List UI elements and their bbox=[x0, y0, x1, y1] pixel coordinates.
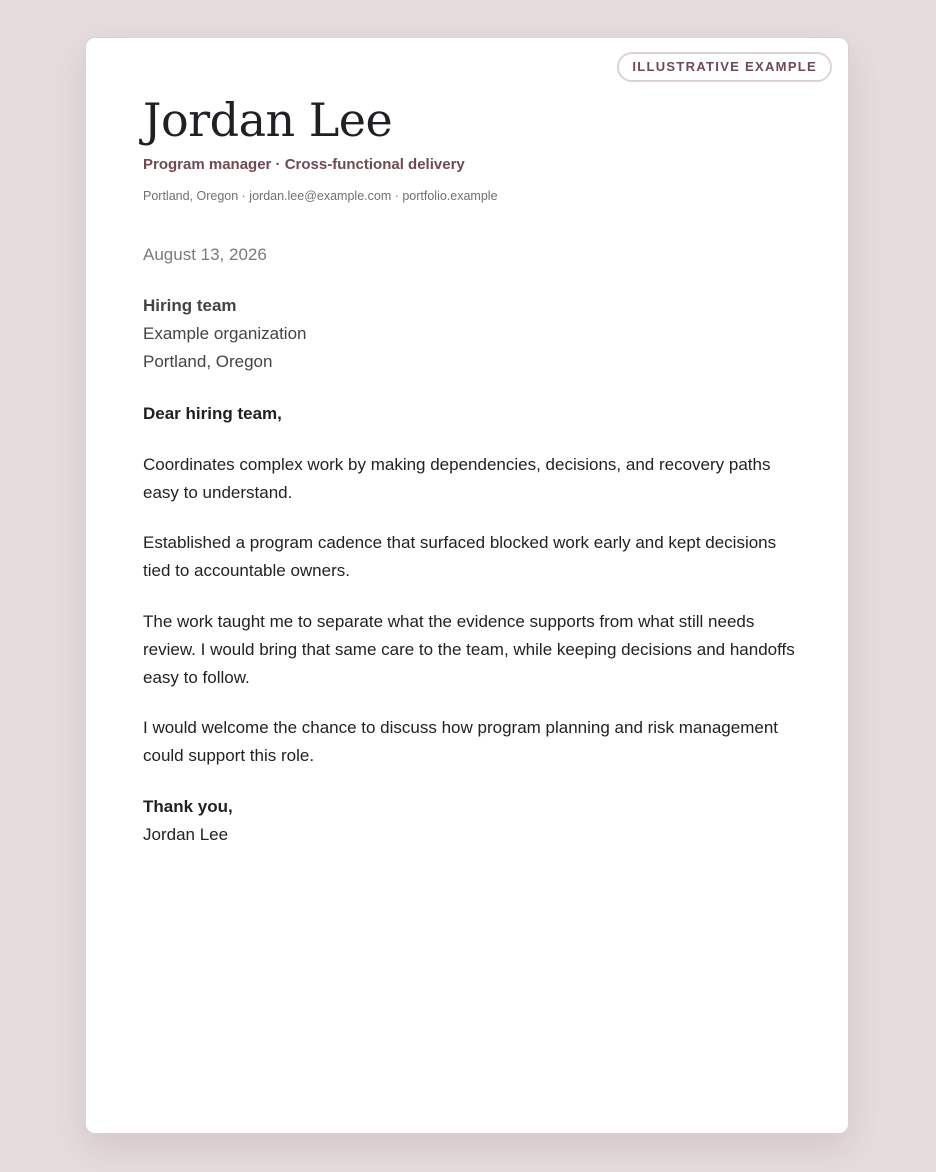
recipient-location: Portland, Oregon bbox=[143, 352, 273, 371]
sender-contact: Portland, Oregon · jordan.lee@example.com · portfolio.example bbox=[143, 189, 498, 203]
recipient-organization: Example organization bbox=[143, 324, 307, 343]
body-paragraph-3: The work taught me to separate what the evidence supports from what still needs review. I would bring that same care to the team, while keeping decisions and handoffs easy to follow. bbox=[143, 612, 795, 687]
recipient-name: Hiring team bbox=[143, 296, 237, 315]
body-paragraph-1: Coordinates complex work by making dependencies, decisions, and recovery paths easy to understand. bbox=[143, 455, 771, 502]
closing-block bbox=[143, 793, 233, 849]
signature: Jordan Lee bbox=[143, 825, 229, 844]
sender-name: Jordan Lee bbox=[143, 93, 393, 147]
letter-date: August 13, 2026 bbox=[143, 245, 267, 264]
recipient-block bbox=[143, 292, 306, 376]
closing-phrase: Thank you, bbox=[143, 797, 233, 816]
body-paragraph-2: Established a program cadence that surfaced blocked work early and kept decisions tied to accountable owners. bbox=[143, 533, 777, 580]
letter-page bbox=[85, 37, 849, 1134]
illustrative-example-badge: ILLUSTRATIVE EXAMPLE bbox=[617, 52, 832, 82]
salutation: Dear hiring team, bbox=[143, 404, 282, 423]
body-paragraph-4: I would welcome the chance to discuss how program planning and risk management could support this role. bbox=[143, 718, 779, 765]
sender-tagline: Program manager · Cross-functional delivery bbox=[143, 156, 465, 173]
